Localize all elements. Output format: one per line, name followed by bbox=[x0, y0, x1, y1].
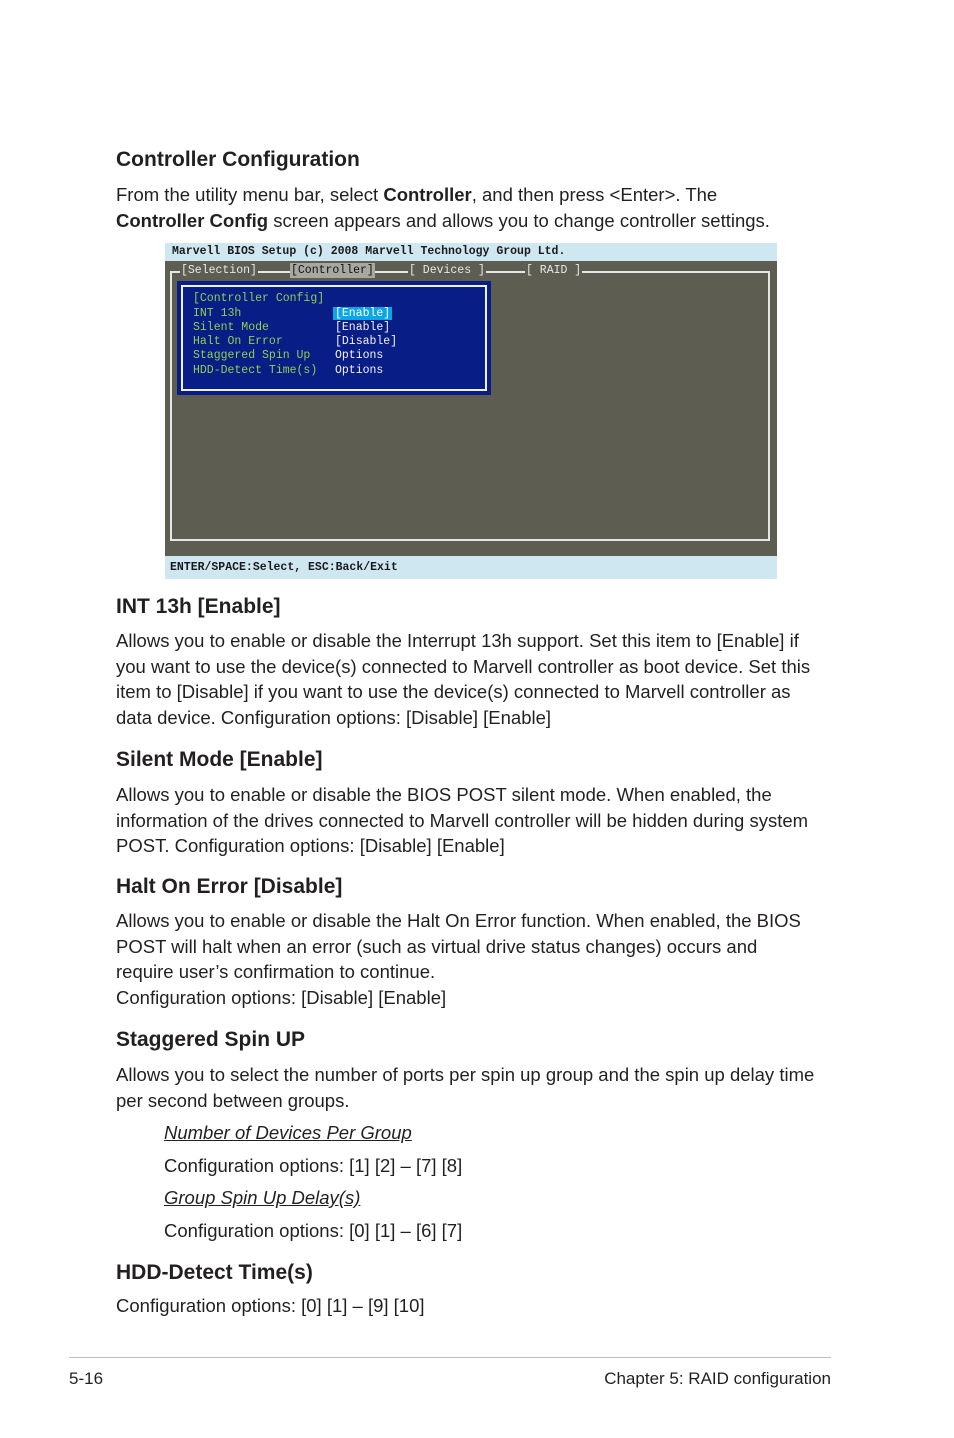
item-label-hdd-detect-time[interactable]: HDD-Detect Time(s) bbox=[193, 364, 318, 377]
halt-on-error-options: Configuration options: [Disable] [Enable] bbox=[116, 987, 447, 1009]
intro-bold-controller: Controller bbox=[383, 184, 472, 205]
controller-config-dialog bbox=[177, 281, 491, 395]
bios-status-text: ENTER/SPACE:Select, ESC:Back/Exit bbox=[170, 561, 398, 574]
chapter-title: Chapter 5: RAID configuration bbox=[604, 1369, 831, 1388]
halt-on-error-text: Allows you to enable or disable the Halt On Error function. When enabled, the BIOS POST will halt when an error (such as virtual drive status changes) occurs and require user’s confirmation to continue. bbox=[116, 910, 801, 983]
bios-status-bar bbox=[165, 556, 777, 579]
footer-divider bbox=[69, 1357, 831, 1358]
item-label-silent-mode[interactable]: Silent Mode bbox=[193, 321, 269, 334]
item-label-halt-on-error[interactable]: Halt On Error bbox=[193, 335, 283, 348]
int13h-paragraph: Allows you to enable or disable the Interrupt 13h support. Set this item to [Enable] if you want to use the device(s) connected to Marvell controller as boot device. Set this item to [Disable] if you want to use the device(s) connected to Marvell controller as data device. Configuration options: [Disable] [Enable] bbox=[116, 630, 811, 729]
item-value-hdd-detect-time[interactable]: Options bbox=[335, 364, 384, 377]
item-value-halt-on-error[interactable]: [Disable] bbox=[335, 335, 398, 348]
item-value-staggered-spin-up[interactable]: Options bbox=[335, 349, 384, 362]
bios-screenshot bbox=[165, 243, 777, 579]
item-value-silent-mode[interactable]: [Enable] bbox=[335, 321, 391, 334]
bios-tab-controller[interactable]: [Controller] bbox=[291, 264, 374, 277]
bios-title-text: Marvell BIOS Setup (c) 2008 Marvell Technology Group Ltd. bbox=[172, 245, 566, 258]
section-heading-staggered-spin-up: Staggered Spin UP bbox=[116, 1028, 306, 1051]
subheading-group-spin-up-delay: Group Spin Up Delay(s) bbox=[164, 1187, 361, 1208]
item-label-staggered-spin-up[interactable]: Staggered Spin Up bbox=[193, 349, 311, 362]
intro-text-3: screen appears and allows you to change controller settings. bbox=[268, 209, 770, 231]
bios-tab-selection[interactable]: [Selection] bbox=[181, 264, 257, 277]
intro-bold-controller-config: Controller Config bbox=[116, 209, 269, 231]
intro-text-2: , and then press <Enter>. The bbox=[471, 184, 718, 205]
staggered-spin-up-paragraph: Allows you to select the number of ports per spin up group and the spin up delay time per second between groups. bbox=[116, 1064, 815, 1111]
section-heading-hdd-detect-time: HDD-Detect Time(s) bbox=[116, 1261, 313, 1284]
subheading-devices-per-group: Number of Devices Per Group bbox=[164, 1122, 412, 1143]
item-value-int13h[interactable]: [Enable] bbox=[335, 307, 391, 320]
section-heading-controller-configuration: Controller Configuration bbox=[116, 148, 360, 171]
item-label-int13h[interactable]: INT 13h bbox=[193, 307, 242, 320]
bios-tab-raid[interactable]: [ RAID ] bbox=[526, 264, 582, 277]
controller-intro-paragraph bbox=[116, 182, 836, 233]
group-spin-up-delay-options: Configuration options: [0] [1] – [6] [7] bbox=[164, 1220, 463, 1241]
intro-text-1: From the utility menu bar, select bbox=[116, 184, 384, 205]
section-heading-silent-mode: Silent Mode [Enable] bbox=[116, 748, 323, 771]
dialog-title: [Controller Config] bbox=[193, 292, 325, 305]
page-number: 5-16 bbox=[69, 1369, 104, 1388]
bios-tab-devices[interactable]: [ Devices ] bbox=[409, 264, 485, 277]
devices-per-group-options: Configuration options: [1] [2] – [7] [8] bbox=[164, 1155, 463, 1176]
section-heading-halt-on-error: Halt On Error [Disable] bbox=[116, 875, 343, 898]
silent-mode-paragraph: Allows you to enable or disable the BIOS POST silent mode. When enabled, the information of the drives connected to Marvell controller will be hidden during system POST. Configuration options: [Disable] [Enable] bbox=[116, 784, 809, 857]
halt-on-error-paragraph bbox=[116, 908, 816, 1011]
bios-title-bar bbox=[165, 243, 777, 261]
section-heading-int13h: INT 13h [Enable] bbox=[116, 595, 281, 618]
hdd-detect-time-options: Configuration options: [0] [1] – [9] [10] bbox=[116, 1295, 425, 1316]
